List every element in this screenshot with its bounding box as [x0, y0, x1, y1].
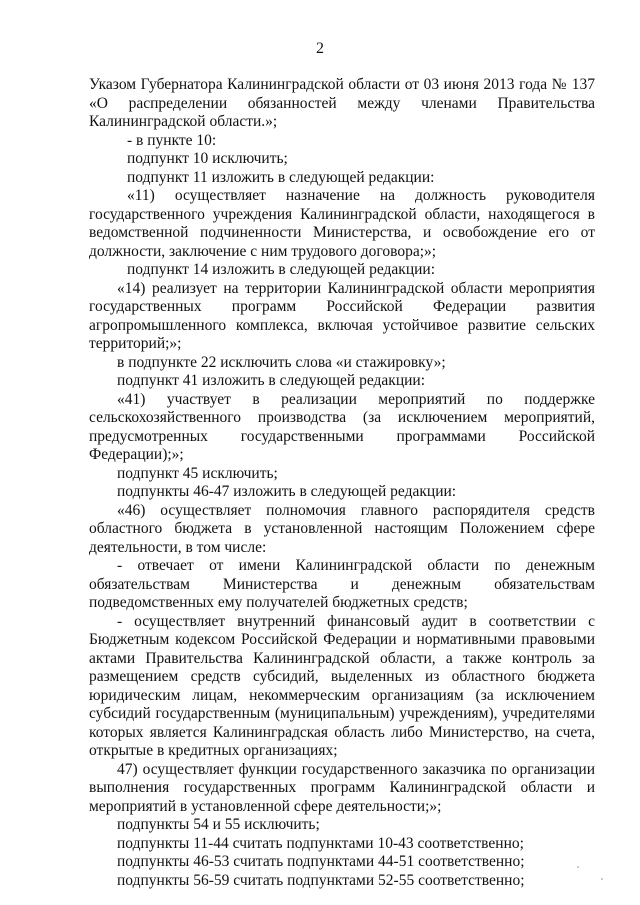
paragraph-renumber-11-44: подпункты 11-44 считать подпунктами 10-43 соответственно;: [117, 834, 524, 852]
paragraph-subpoint-22: в подпункте 22 исключить слова «и стажировку»;: [117, 353, 446, 371]
page-number: 2: [316, 40, 324, 57]
paragraph-subpoint-41-text: «41) участвует в реализации мероприятий по поддержке сельскохозяйственного производства (за исключением мероприятий, предусмотренных государственными программами Российской Федерации);»;: [89, 390, 595, 463]
paragraph-point-10: - в пункте 10:: [127, 131, 217, 149]
paragraph-dash-liability: - отвечает от имени Калининградской области по денежным обязательствам Министерства и денежным обязательствам подведомственных ему получателей бюджетных средств;: [89, 557, 595, 611]
paragraph-subpoints-54-55: подпункты 54 и 55 исключить;: [117, 816, 320, 833]
scan-speck: [601, 878, 603, 880]
document-body: [89, 76, 595, 890]
paragraph-subpoint-10-exclude: подпункт 10 исключить;: [127, 150, 288, 167]
paragraph-subpoint-11-text: «11) осуществляет назначение на должность руководителя государственного учреждения Калининградской области, находящегося в ведомственной подчиненности Министерства, и освобождение его от должности, заключение с ним трудового договора;»;: [89, 187, 595, 260]
paragraph-decree-reference: Указом Губернатора Калининградской области от 03 июня 2013 года № 137 «О распределении обязанностей между членами Правительства Калининградской области.»;: [89, 76, 595, 130]
paragraph-dash-audit: - осуществляет внутренний финансовый аудит в соответствии с Бюджетным кодексом Российской Федерации и нормативными правовыми актами Правительства Калининградской области, а также контроль за размещением средств субсидий, выделенных из областного бюджета юридическим лицам, некоммерческим организациям (за исключением субсидий государственным (муниципальным) учреждениям), учредителями которых является Калининградская область либо Министерство, на счета, открытые в кредитных организациях;: [89, 612, 595, 759]
paragraph-subpoint-14-intro: подпункт 14 изложить в следующей редакции:: [127, 261, 436, 278]
paragraph-subpoint-11-intro: подпункт 11 изложить в следующей редакции:: [127, 168, 435, 186]
paragraph-subpoint-47-text: 47) осуществляет функции государственного заказчика по организации выполнения государственных программ Калининградской области и мероприятий в установленной сфере деятельности;»;: [89, 760, 595, 815]
paragraph-subpoint-41-intro: подпункт 41 изложить в следующей редакции:: [117, 372, 426, 389]
paragraph-subpoint-46-text: «46) осуществляет полномочия главного распорядителя средств областного бюджета в установленной настоящим Положением сфере деятельности, в том числе:: [89, 501, 595, 556]
paragraph-renumber-56-59: подпункты 56-59 считать подпунктами 52-55 соответственно;: [117, 871, 525, 889]
paragraph-renumber-46-53: подпункты 46-53 считать подпунктами 44-51 соответственно;: [117, 853, 525, 870]
paragraph-subpoint-14-text: «14) реализует на территории Калининградской области мероприятия государственных программ Российской Федерации развития агропромышленного комплекса, включая устойчивое развитие сельских территорий;»;: [89, 279, 595, 352]
paragraph-subpoints-46-47-intro: подпункты 46-47 изложить в следующей редакции:: [117, 483, 457, 500]
paragraph-subpoint-45: подпункт 45 исключить;: [117, 464, 278, 482]
scan-speck: [577, 866, 579, 868]
